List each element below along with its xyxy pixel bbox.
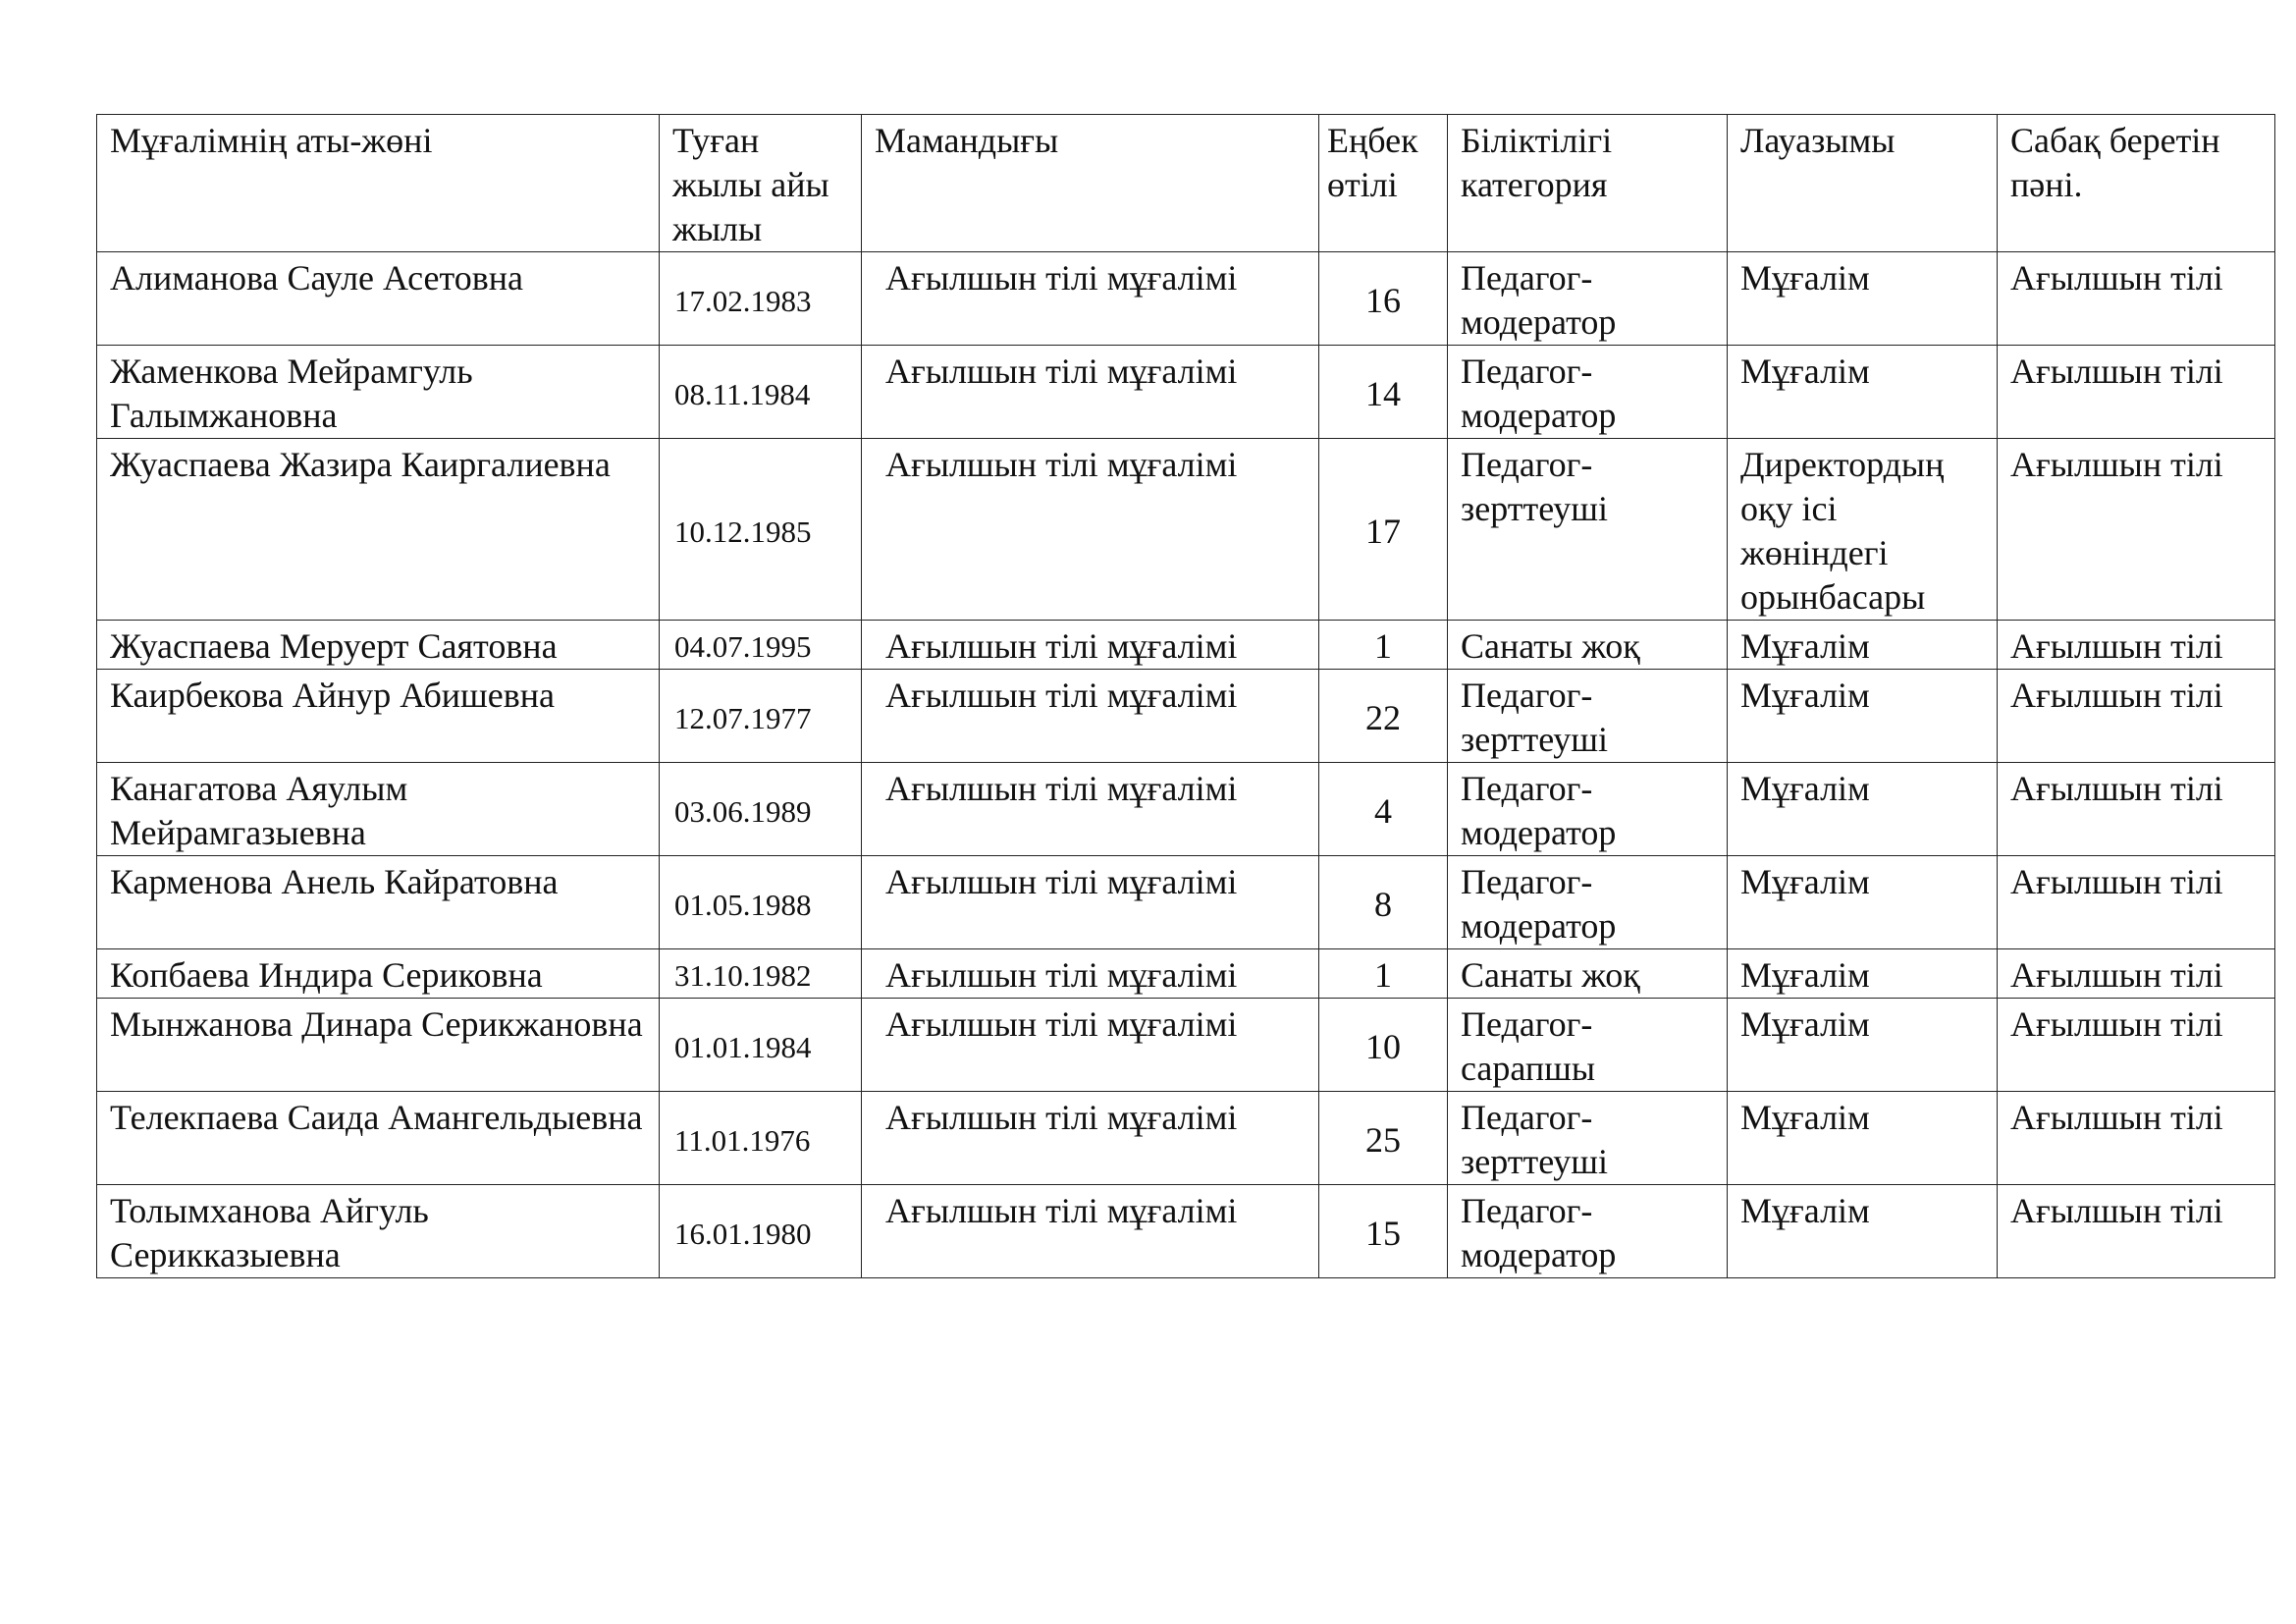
cell-qualification: Педагог-модератор (1448, 346, 1728, 439)
cell-subject: Ағылшын тілі (1998, 999, 2275, 1092)
cell-birth-date: 08.11.1984 (660, 346, 862, 439)
cell-name: Копбаева Индира Сериковна (97, 949, 660, 999)
header-position: Лауазымы (1728, 115, 1998, 252)
teachers-table (96, 114, 2275, 1278)
cell-position: Мұғалім (1728, 763, 1998, 856)
cell-specialty: Ағылшын тілі мұғалімі (862, 670, 1319, 763)
document-page (96, 114, 2274, 1278)
cell-birth-date: 01.05.1988 (660, 856, 862, 949)
cell-experience: 4 (1319, 763, 1448, 856)
cell-specialty: Ағылшын тілі мұғалімі (862, 252, 1319, 346)
cell-name: Толымханова Айгуль Серикказыевна (97, 1185, 660, 1278)
header-experience: Еңбек өтілі (1319, 115, 1448, 252)
table-row (97, 999, 2275, 1092)
cell-experience: 10 (1319, 999, 1448, 1092)
cell-position: Мұғалім (1728, 346, 1998, 439)
cell-birth-date: 04.07.1995 (660, 621, 862, 670)
cell-qualification: Педагог-зерттеуші (1448, 670, 1728, 763)
table-row (97, 949, 2275, 999)
cell-birth-date: 11.01.1976 (660, 1092, 862, 1185)
cell-specialty: Ағылшын тілі мұғалімі (862, 1092, 1319, 1185)
cell-position: Мұғалім (1728, 999, 1998, 1092)
cell-position: Мұғалім (1728, 621, 1998, 670)
table-row (97, 763, 2275, 856)
header-row (97, 115, 2275, 252)
cell-experience: 15 (1319, 1185, 1448, 1278)
cell-experience: 1 (1319, 621, 1448, 670)
cell-position: Мұғалім (1728, 1092, 1998, 1185)
cell-qualification: Педагог-модератор (1448, 1185, 1728, 1278)
cell-qualification: Санаты жоқ (1448, 949, 1728, 999)
cell-name: Карменова Анель Кайратовна (97, 856, 660, 949)
cell-experience: 8 (1319, 856, 1448, 949)
cell-experience: 25 (1319, 1092, 1448, 1185)
cell-birth-date: 10.12.1985 (660, 439, 862, 621)
cell-experience: 22 (1319, 670, 1448, 763)
cell-subject: Ағылшын тілі (1998, 670, 2275, 763)
table-row (97, 439, 2275, 621)
cell-subject: Ағылшын тілі (1998, 1092, 2275, 1185)
cell-subject: Ағылшын тілі (1998, 763, 2275, 856)
cell-name: Мынжанова Динара Серикжановна (97, 999, 660, 1092)
cell-name: Канагатова Аяулым Мейрамгазыевна (97, 763, 660, 856)
cell-birth-date: 12.07.1977 (660, 670, 862, 763)
cell-name: Каирбекова Айнур Абишевна (97, 670, 660, 763)
cell-experience: 14 (1319, 346, 1448, 439)
cell-specialty: Ағылшын тілі мұғалімі (862, 439, 1319, 621)
table-row (97, 621, 2275, 670)
table-row (97, 346, 2275, 439)
header-qualification: Біліктілігі категория (1448, 115, 1728, 252)
cell-experience: 16 (1319, 252, 1448, 346)
cell-name: Телекпаева Саида Амангельдыевна (97, 1092, 660, 1185)
cell-position: Мұғалім (1728, 1185, 1998, 1278)
cell-specialty: Ағылшын тілі мұғалімі (862, 1185, 1319, 1278)
cell-subject: Ағылшын тілі (1998, 439, 2275, 621)
cell-position: Мұғалім (1728, 949, 1998, 999)
cell-subject: Ағылшын тілі (1998, 1185, 2275, 1278)
table-row (97, 1185, 2275, 1278)
cell-name: Жуаспаева Жазира Каиргалиевна (97, 439, 660, 621)
cell-birth-date: 03.06.1989 (660, 763, 862, 856)
cell-name: Жаменкова Мейрамгуль Галымжановна (97, 346, 660, 439)
cell-specialty: Ағылшын тілі мұғалімі (862, 763, 1319, 856)
cell-subject: Ағылшын тілі (1998, 856, 2275, 949)
cell-experience: 17 (1319, 439, 1448, 621)
cell-birth-date: 31.10.1982 (660, 949, 862, 999)
cell-specialty: Ағылшын тілі мұғалімі (862, 949, 1319, 999)
cell-qualification: Педагог-сарапшы (1448, 999, 1728, 1092)
cell-subject: Ағылшын тілі (1998, 346, 2275, 439)
cell-qualification: Педагог-модератор (1448, 763, 1728, 856)
cell-specialty: Ағылшын тілі мұғалімі (862, 621, 1319, 670)
header-birth-date: Туған жылы айы жылы (660, 115, 862, 252)
table-row (97, 1092, 2275, 1185)
cell-name: Жуаспаева Меруерт Саятовна (97, 621, 660, 670)
cell-position: Директордың оқу ісі жөніндегі орынбасары (1728, 439, 1998, 621)
cell-specialty: Ағылшын тілі мұғалімі (862, 346, 1319, 439)
header-subject: Сабақ беретін пәні. (1998, 115, 2275, 252)
cell-birth-date: 01.01.1984 (660, 999, 862, 1092)
cell-specialty: Ағылшын тілі мұғалімі (862, 856, 1319, 949)
table-row (97, 670, 2275, 763)
cell-name: Алиманова Сауле Асетовна (97, 252, 660, 346)
cell-subject: Ағылшын тілі (1998, 949, 2275, 999)
cell-birth-date: 17.02.1983 (660, 252, 862, 346)
cell-subject: Ағылшын тілі (1998, 252, 2275, 346)
header-name: Мұғалімнің аты-жөні (97, 115, 660, 252)
cell-specialty: Ағылшын тілі мұғалімі (862, 999, 1319, 1092)
cell-position: Мұғалім (1728, 252, 1998, 346)
cell-subject: Ағылшын тілі (1998, 621, 2275, 670)
cell-qualification: Педагог-зерттеуші (1448, 1092, 1728, 1185)
table-row (97, 856, 2275, 949)
cell-qualification: Педагог-модератор (1448, 856, 1728, 949)
cell-qualification: Санаты жоқ (1448, 621, 1728, 670)
header-specialty: Мамандығы (862, 115, 1319, 252)
cell-position: Мұғалім (1728, 856, 1998, 949)
cell-birth-date: 16.01.1980 (660, 1185, 862, 1278)
cell-experience: 1 (1319, 949, 1448, 999)
cell-qualification: Педагог-зерттеуші (1448, 439, 1728, 621)
cell-position: Мұғалім (1728, 670, 1998, 763)
table-row (97, 252, 2275, 346)
cell-qualification: Педагог-модератор (1448, 252, 1728, 346)
